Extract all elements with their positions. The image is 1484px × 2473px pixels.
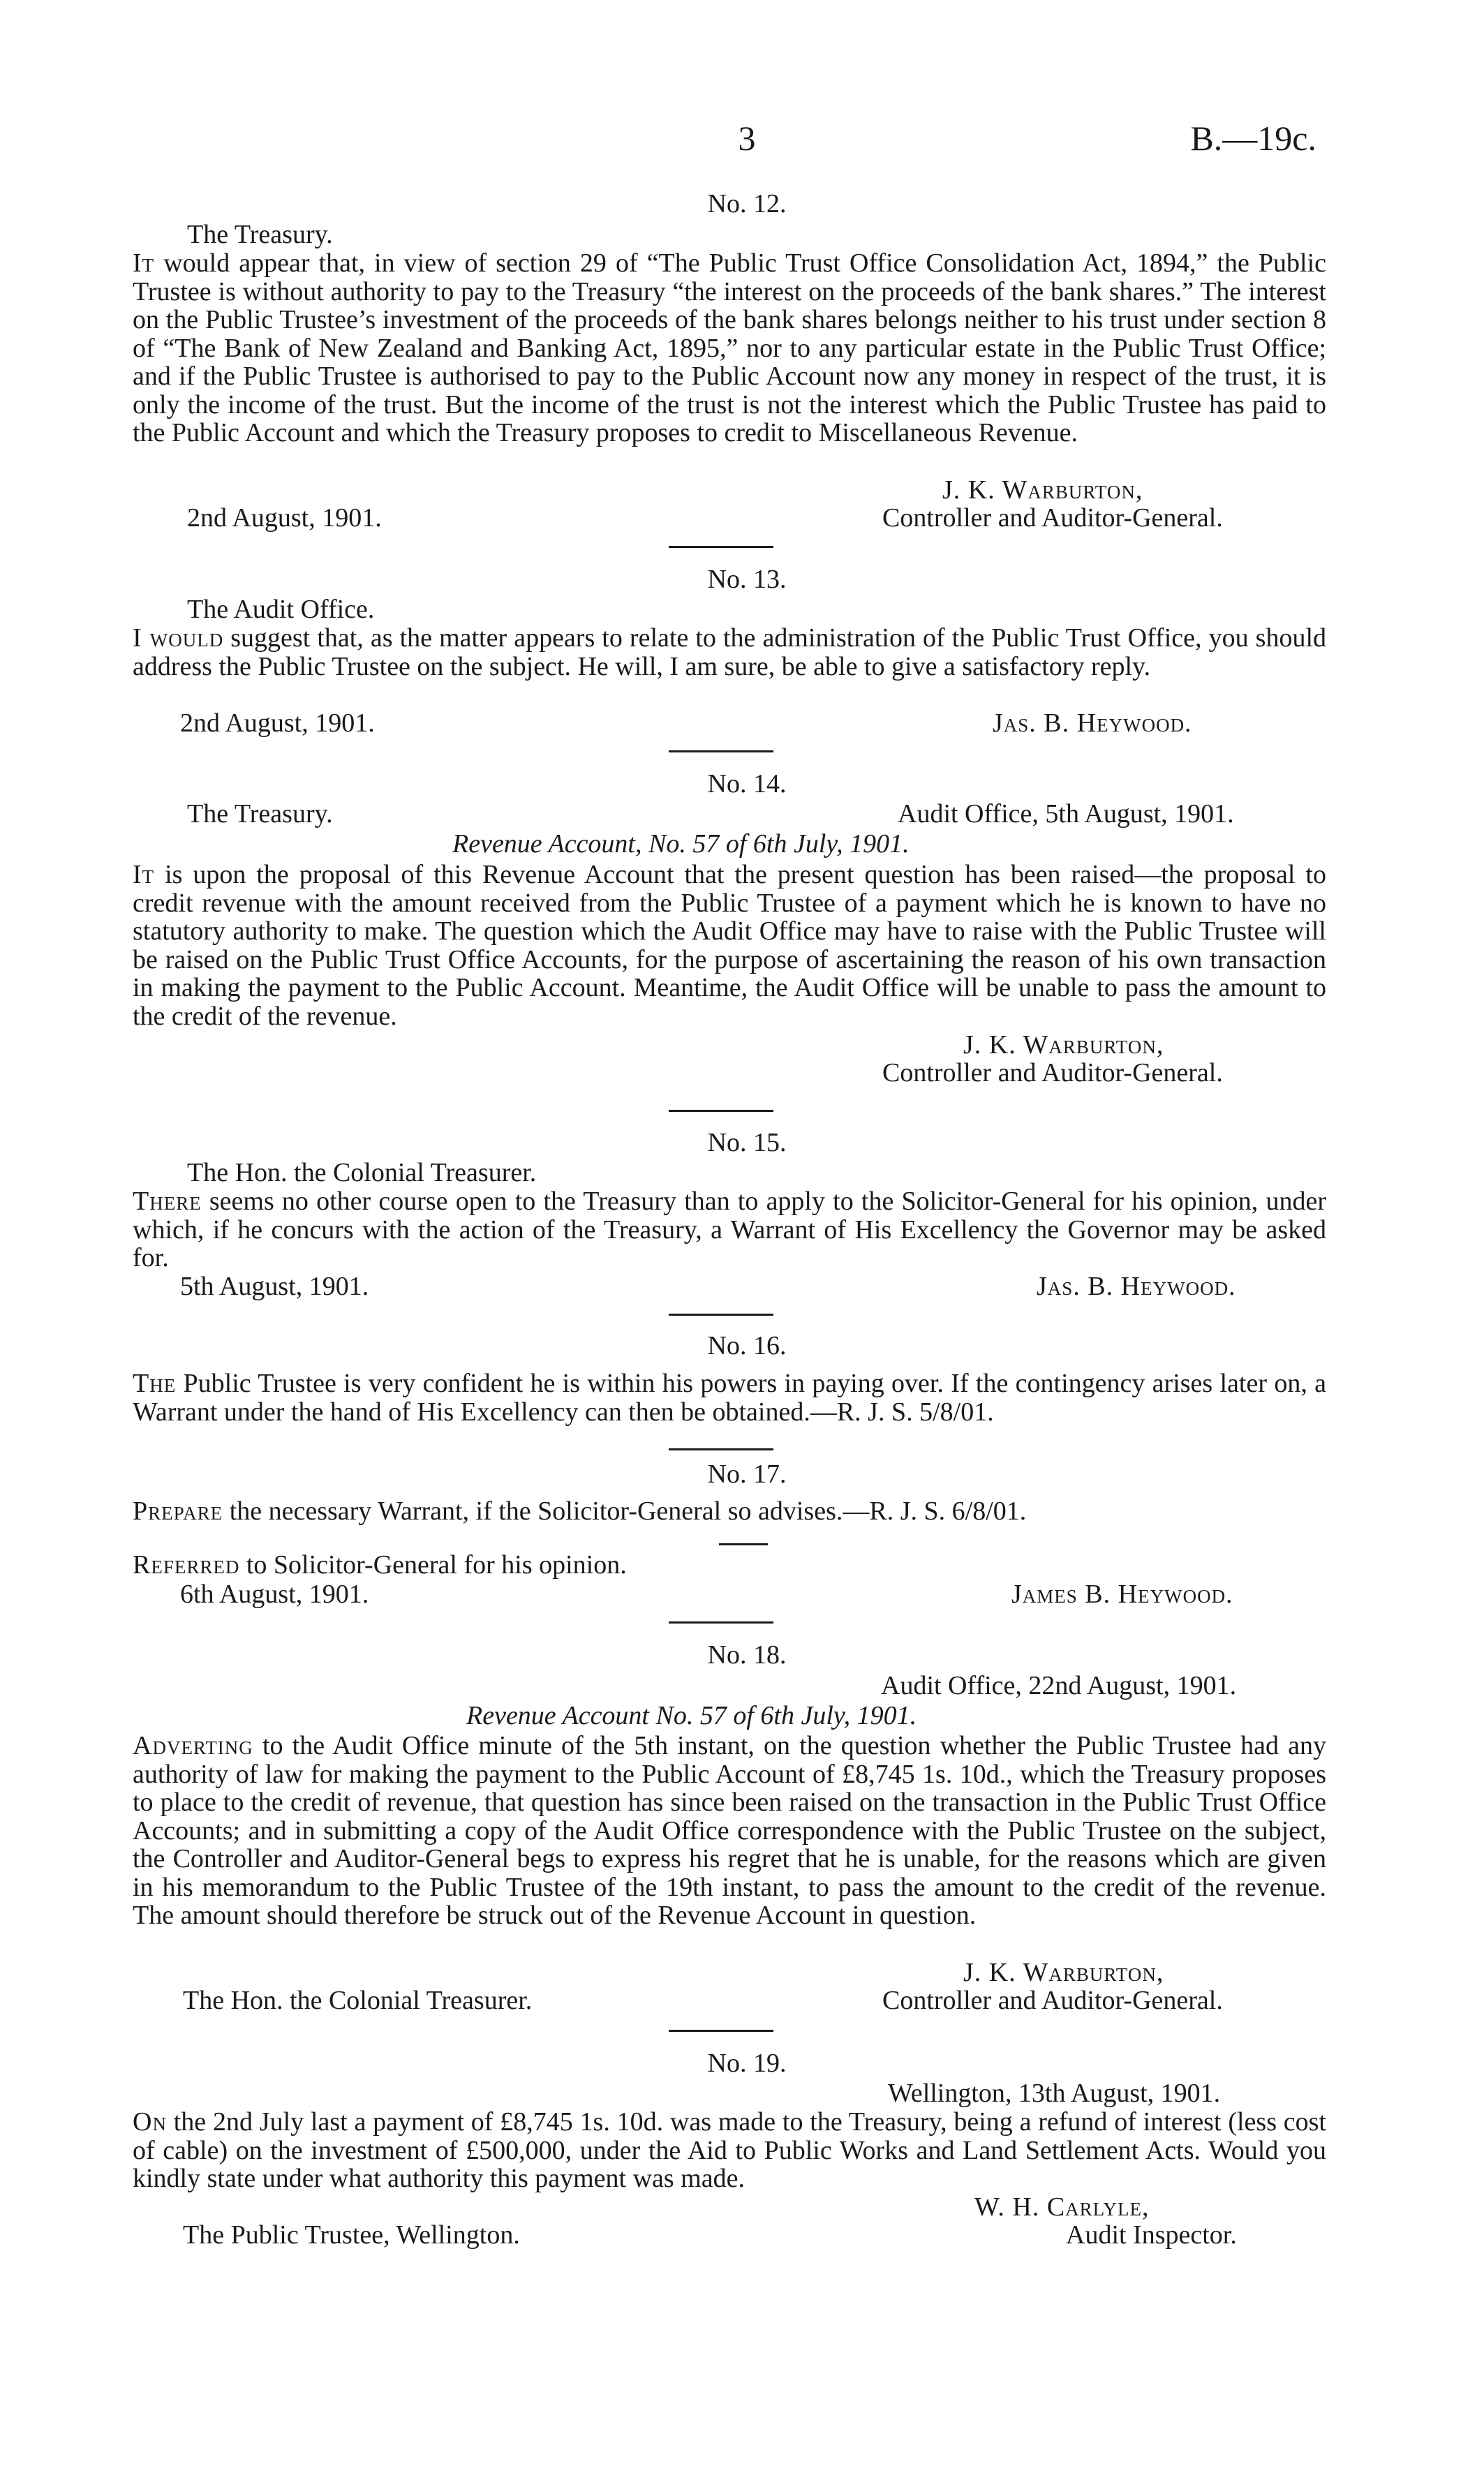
signer-title-14: Controller and Auditor-General. [882, 1058, 1223, 1087]
signer-13: Jas. B. Heywood. [993, 708, 1192, 738]
body-paragraph-14 [133, 861, 1326, 1030]
body-paragraph-17 [133, 1497, 1326, 1526]
paragraph-text: suggest that, as the matter appears to relate to the administration of the Public Trust Office, you should address the Public Trustee on the subject. He will, I am sure, be able to give a satisfactory reply. [133, 623, 1326, 681]
section-heading-13: No. 13. [707, 565, 787, 594]
signer-title-12: Controller and Auditor-General. [882, 503, 1223, 533]
signer-19: W. H. Carlyle, [974, 2192, 1150, 2222]
paragraph-text: the 2nd July last a payment of £8,745 1s. 10d. was made to the Treasury, being a refund of interest (less cost of cable) on the investment of £500,000, under the Aid to Public Works and Land Settlement Acts. Would you kindly state under what authority this payment was made. [133, 2107, 1326, 2193]
signer-title-19: Audit Inspector. [1066, 2220, 1237, 2250]
body-paragraph-15 [133, 1187, 1326, 1272]
lead-word: Adverting [133, 1731, 253, 1760]
signer-title-18: Controller and Auditor-General. [882, 1986, 1223, 2015]
signer-18: J. K. Warburton, [963, 1958, 1164, 1987]
date-13: 2nd August, 1901. [180, 708, 375, 738]
place-date-18: Audit Office, 22nd August, 1901. [881, 1671, 1237, 1700]
body-paragraph-13 [133, 624, 1326, 681]
addressee-19: The Public Trustee, Wellington. [183, 2220, 520, 2250]
section-heading-19: No. 19. [707, 2049, 787, 2078]
document-reference: B.—19c. [1190, 119, 1316, 158]
paragraph-text: would appear that, in view of section 29 of “The Public Trust Office Consolidation Act, 1894,” the Public Trustee is without authority to pay to the Treasury “the interest on the proceeds of the bank shares.” The interest on the Public Trustee’s investment of the proceeds of the bank shares belongs neither to his trust under section 8 of “The Bank of New Zealand and Banking Act, 1895,” nor to any particular estate in the Public Trust Office; and if the Public Trustee is authorised to pay to the Public Account now any money in respect of the trust, it is only the income of the trust. But the income of the trust is not the interest which the Public Trustee has paid to the Public Account and which the Treasury proposes to credit to Miscellaneous Revenue. [133, 248, 1326, 447]
addressee-18: The Hon. the Colonial Treasurer. [183, 1986, 533, 2015]
addressee-15: The Hon. the Colonial Treasurer. [187, 1158, 537, 1187]
body-paragraph-16 [133, 1369, 1326, 1426]
section-divider [669, 750, 773, 752]
section-heading-15: No. 15. [707, 1128, 787, 1157]
paragraph-text: to the Audit Office minute of the 5th instant, on the question whether the Public Trustee had any authority of law for making the payment to the Public Account of £8,745 1s. 10d., which the Treasury proposes to place to the credit of revenue, that question has since been raised on the transaction in the Public Trust Office Accounts; and in submitting a copy of the Audit Office correspondence with the Public Trustee on the subject, the Controller and Auditor-General begs to express his regret that he is unable, for the reasons which are given in his memorandum to the Public Trustee of the 19th instant, to pass the amount to the credit of the revenue. The amount should therefore be struck out of the Revenue Account in question. [133, 1731, 1326, 1930]
signer-14: J. K. Warburton, [963, 1030, 1164, 1060]
signer-12: J. K. Warburton, [942, 475, 1143, 505]
section-divider [669, 1314, 773, 1316]
body-paragraph-12 [133, 249, 1326, 447]
paragraph-text: the necessary Warrant, if the Solicitor-General so advises.—R. J. S. 6/8/01. [223, 1497, 1027, 1526]
lead-word: It [133, 860, 155, 889]
section-divider [669, 2030, 773, 2032]
paragraph-text: seems no other course open to the Treasury than to apply to the Solicitor-General for his opinion, under which, if he concurs with the action of the Treasury, a Warrant of His Excellency the Governor may be asked for. [133, 1187, 1326, 1272]
body-paragraph-19 [133, 2108, 1326, 2193]
date-17: 6th August, 1901. [180, 1580, 369, 1609]
section-heading-14: No. 14. [707, 769, 787, 799]
lead-word: The [133, 1369, 177, 1398]
section-heading-12: No. 12. [707, 189, 787, 218]
date-12: 2nd August, 1901. [187, 503, 382, 533]
lead-word: There [133, 1187, 202, 1216]
place-date-19: Wellington, 13th August, 1901. [888, 2079, 1221, 2108]
section-divider [669, 1448, 773, 1450]
place-date-14: Audit Office, 5th August, 1901. [898, 799, 1234, 829]
paragraph-text: is upon the proposal of this Revenue Account that the present question has been raised—the proposal to credit revenue with the amount received from the Public Trustee of a payment which he is known to have no statutory authority to make. The question which the Audit Office may have to raise with the Public Trustee will be raised on the Public Trust Office Accounts, for the purpose of ascertaining the reason of his own transaction in making the payment to the Public Account. Meantime, the Audit Office will be unable to pass the amount to the credit of the revenue. [133, 860, 1326, 1031]
subject-line-18: Revenue Account No. 57 of 6th July, 1901. [466, 1701, 917, 1730]
section-heading-16: No. 16. [707, 1331, 787, 1360]
signer-15: Jas. B. Heywood. [1037, 1272, 1236, 1301]
section-heading-17: No. 17. [707, 1460, 787, 1489]
section-divider [719, 1543, 768, 1545]
lead-word: Referred [133, 1550, 240, 1580]
date-15: 5th August, 1901. [180, 1272, 369, 1301]
subject-line-14: Revenue Account, No. 57 of 6th July, 1901. [452, 829, 910, 859]
section-divider [669, 1110, 773, 1112]
signer-17: James B. Heywood. [1011, 1580, 1233, 1609]
addressee-12: The Treasury. [187, 220, 333, 249]
paragraph-text: to Solicitor-General for his opinion. [239, 1550, 627, 1580]
body-paragraph-18 [133, 1732, 1326, 1930]
addressee-13: The Audit Office. [187, 595, 375, 624]
section-divider [669, 546, 773, 548]
paragraph-text: Public Trustee is very confident he is within his powers in paying over. If the contingency arises later on, a Warrant under the hand of His Excellency can then be obtained.—R. J. S. 5/8/01. [133, 1369, 1326, 1427]
lead-word: It [133, 248, 155, 278]
page-number: 3 [738, 119, 756, 158]
lead-word: I would [133, 623, 224, 653]
lead-word: Prepare [133, 1497, 223, 1526]
referral-paragraph-17 [133, 1551, 1326, 1580]
lead-word: On [133, 2107, 167, 2137]
section-divider [669, 1621, 773, 1624]
addressee-14: The Treasury. [187, 799, 333, 829]
section-heading-18: No. 18. [707, 1640, 787, 1670]
